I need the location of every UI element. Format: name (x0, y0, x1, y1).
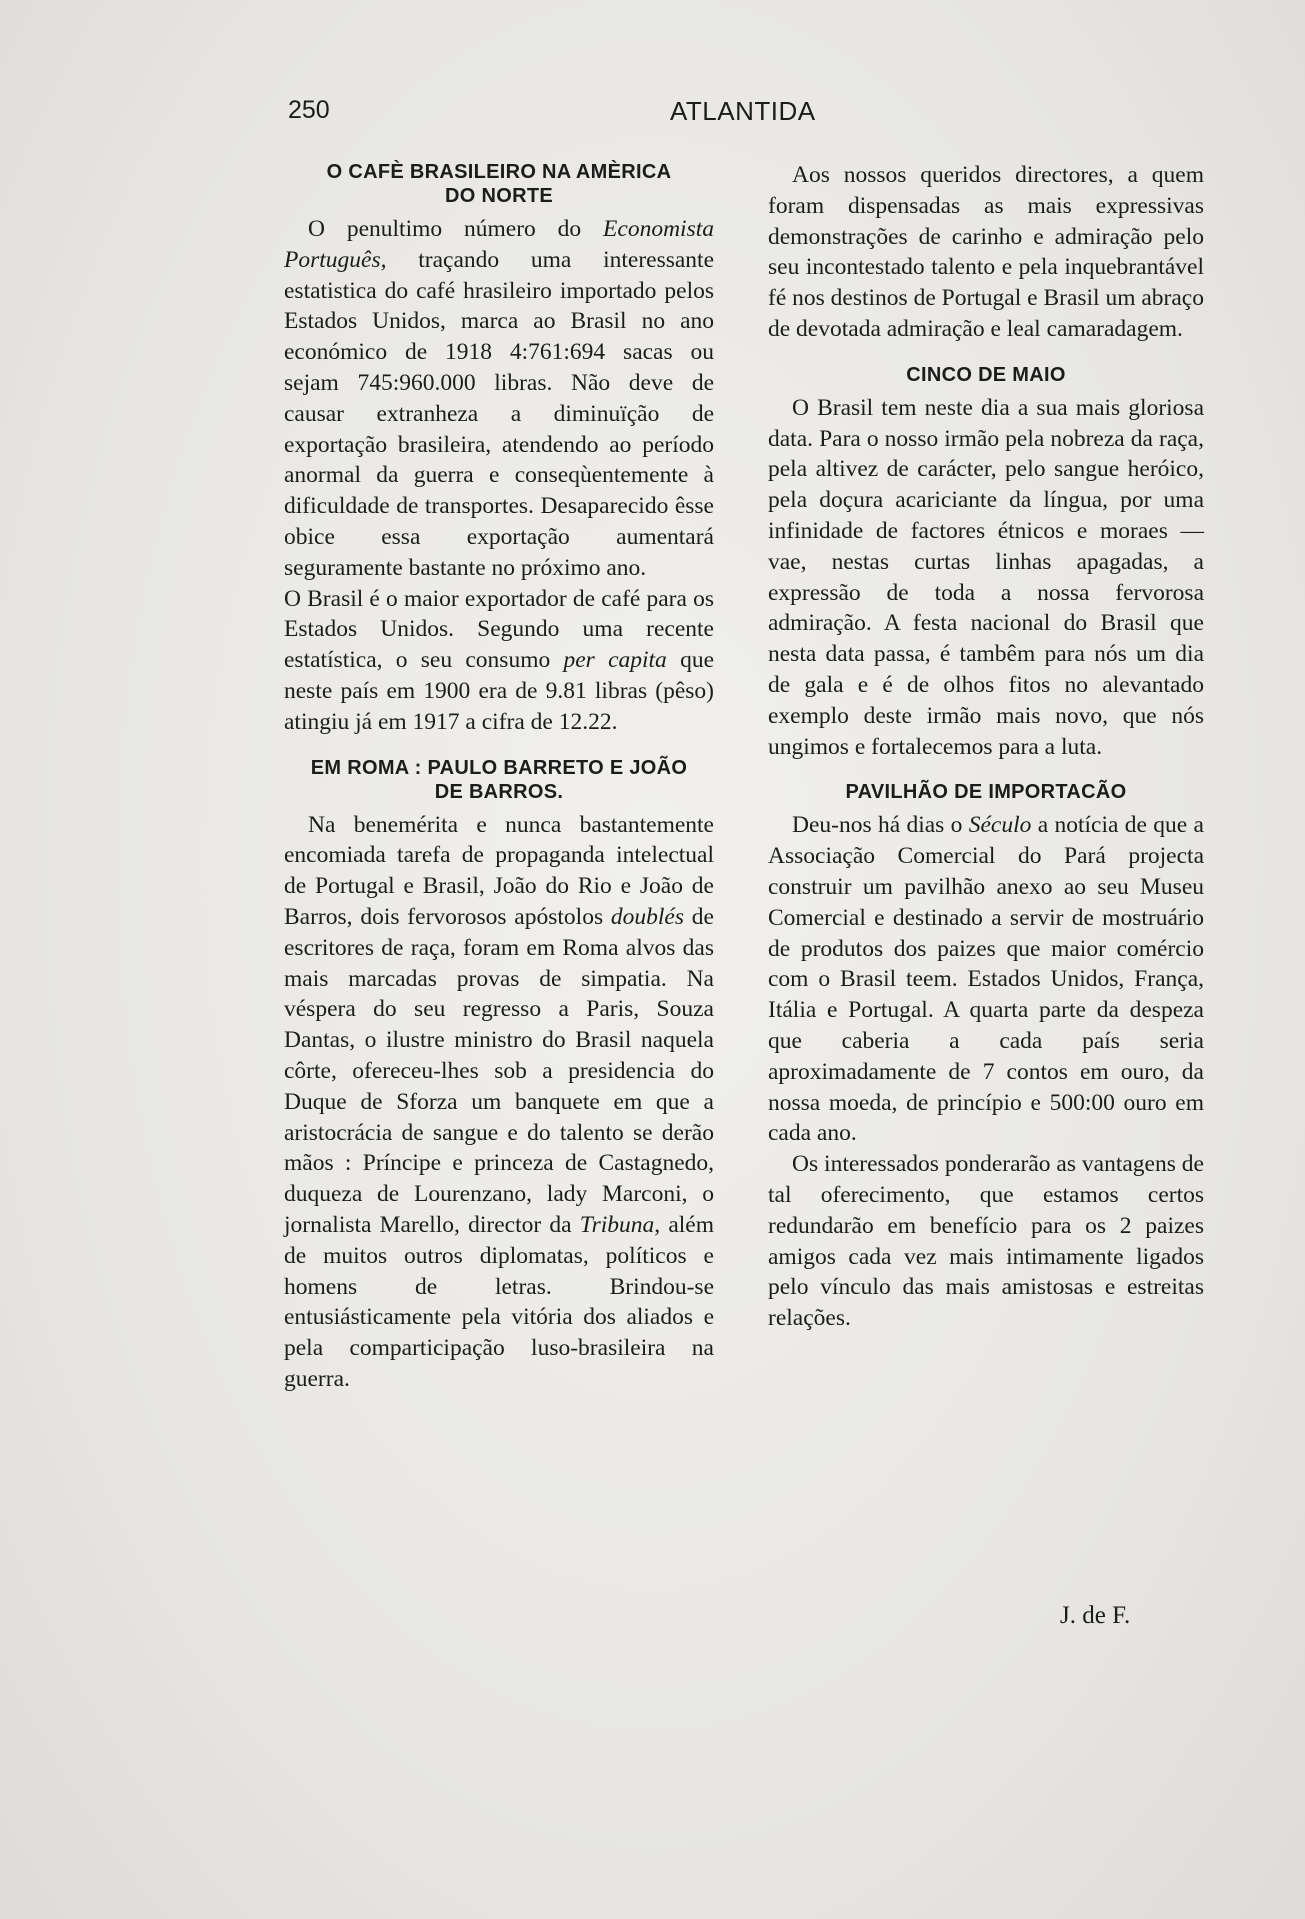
paragraph-text: , traçando uma interessante estatistica do café hrasileiro importado pelos Estados Unidos, marca ao Brasil no ano económico de 1918 4:761:694 sacas ou sejam 745:960.000 libras. Não deve de causar extranheza a diminuïção de exportação brasileira, atendendo ao período anormal da guerra e conseqùentemente à dificuldade de transportes. Desaparecido êsse obice essa exportação aumentará seguramente bastante no próximo ano. (284, 246, 714, 581)
article-paragraph (768, 810, 1204, 1149)
left-column (284, 160, 714, 1395)
running-head-title: ATLANTIDA (670, 96, 816, 126)
paragraph-text: O Brasil é o maior exportador de café para os Estados Unidos. Segundo uma recente estatística, o seu consumo (284, 585, 714, 674)
article-paragraph: Os interessados ponderarão as vantagens de tal oferecimento, que estamos certos redundarão em benefício para os 2 paizes amigos cada vez mais intimamente ligados pelo vínculo das mais amistosas e estreitas relações. (768, 1151, 1204, 1332)
article-paragraph-dedication: Aos nossos queridos directores, a quem foram dispensadas as mais expressivas demonstrações de carinho e admiração pelo seu incontestado talento e pela inquebrantável fé nos destinos de Portugal e Brasil um abraço de devotada admiração e leal camaradagem. (768, 162, 1204, 342)
article-paragraph: O Brasil tem neste dia a sua mais gloriosa data. Para o nosso irmão pela nobreza da raça, pela altivez de carácter, pelo sangue heróico, pela doçura acariciante da língua, por uma infinidade de factores étnicos e moraes — vae, nestas curtas linhas apagadas, a expressão de toda a nossa fervorosa admiração. A festa nacional do Brasil que nesta data passa, é tambêm para nós um dia de gala e é de olhos fitos no alevantado exemplo deste irmão mais novo, que nós ungimos e fortalecemos para a luta. (768, 394, 1204, 760)
paragraph-text: de escritores de raça, foram em Roma alvos das mais marcadas provas de simpatia. Na véspera do seu regresso a Paris, Souza Dantas, o ilustre ministro do Brasil naquela côrte, ofereceu-lhes sob a presidencia do Duque de Sforza um banquete em que a aristocrácia de sangue e do talento se derão mãos : Príncipe e princeza de Castagnedo, duqueza de Lourenzano, lady Marconi, o jornalista Marello, director da (284, 903, 714, 1238)
italic-term: per capita (563, 647, 667, 674)
article-heading-cinco-de-maio: CINCO DE MAIO (906, 363, 1066, 386)
heading-line: DO NORTE (445, 185, 553, 207)
article-heading-cafe (284, 160, 714, 208)
article-paragraph (284, 214, 714, 584)
article-heading-roma (284, 756, 714, 804)
paragraph-text: Na benemérita e nunca bastantemente encomiada tarefa de propaganda intelectual de Portugal e Brasil, João do Rio e João de Barros, dois fervorosos apóstolos (284, 811, 714, 930)
page-number: 250 (288, 96, 330, 124)
article-paragraph (284, 584, 714, 738)
article-heading-pavilhao: PAVILHÃO DE IMPORTACÃO (845, 781, 1127, 804)
paragraph-text: a notícia de que a Associação Comercial do Pará projecta construir um pavilhão anexo ao seu Museu Comercial e destinado a servir de mostruário de produtos dos paizes que maior comércio com o Brasil teem. Estados Unidos, França, Itália e Portugal. A quarta parte da despeza que caberia a cada país seria aproximadamente de 7 contos em ouro, da nossa moeda, de princípio e 500:00 ouro em cada ano. (768, 812, 1204, 1147)
heading-line: EM ROMA : PAULO BARRETO E JOÃO (310, 756, 688, 779)
italic-title: Economista Português (284, 216, 714, 273)
paragraph-text: Deu-nos há dias o (792, 812, 969, 839)
paragraph-text: , além de muitos outros diplomatas, políticos e homens de letras. Brindou-se entusiásticamente pela vitória dos aliados e pela comparticipação luso-brasileira na guerra. (284, 1211, 715, 1392)
right-column (768, 160, 1204, 1334)
author-signature: J. de F. (1060, 1602, 1131, 1629)
paragraph-text: que neste país em 1900 era de 9.81 libras (pêso) atingiu já em 1917 a cifra de 12.22. (284, 647, 714, 735)
heading-line: O CAFÈ BRASILEIRO NA AMÈRICA (326, 161, 672, 183)
article-paragraph (284, 810, 714, 1395)
heading-line: DE BARROS. (434, 780, 564, 803)
italic-title: Tribuna (579, 1211, 655, 1238)
italic-term: doublés (610, 903, 684, 930)
paragraph-text: O penultimo número do (308, 216, 604, 242)
italic-title: Século (968, 812, 1032, 839)
